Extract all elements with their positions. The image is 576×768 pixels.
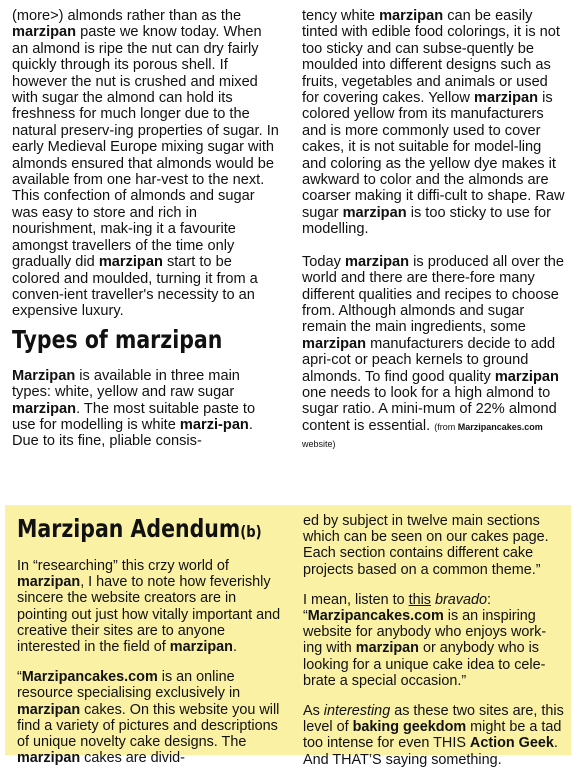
source-credit: (from Marzipancakes.com website) [302,421,543,450]
right-column [302,8,566,453]
addendum-title [17,514,262,546]
addendum-title-suffix: (b) [240,522,262,541]
today-paragraph [302,254,566,453]
today-text: Today marzipan is produced all over the world and there are there-fore many different qualities and recipes to choose from. Although almonds and sugar remain the main ingredients, some marzipan manufacturers decide to add apri-cot or peach kernels to ground almonds. To find good quality marzipan one needs to look for a high almond to sugar ratio. A mini-mum of 22% almond content is essential. [302,253,565,434]
addendum-box [5,505,571,768]
addendum-paragraph-1: In “researching” this crzy world of marzipan, I have to note how feverishly sincere the website creators are in pointing out just how vitally important and creative their sites are to anyone interested in the field of marzipan. [17,558,281,656]
addendum-paragraph-bravado: I mean, listen to this bravado: “Marzipancakes.com is an inspiring website for anybody who enjoys work-ing with marzipan or anybody who is looking for a unique cake idea to cele-brate a special occasion.” [303,591,547,689]
intro-paragraph: (more>) almonds rather than as the marzipan paste we know today. When an almond is ripe the nut can dry fairly quickly through its porous shell. If however the nut is crushed and mixed with sugar the almond can hold its freshness for much longer due to the natural preserv-ing properties of sugar. In early Medieval Europe mixing sugar with almonds ensured that almonds would be available from one har-vest to the next. This confection of almonds and sugar was easy to store and rich in nourishment, mak-ing it a favourite amongst travellers of the time only gradually did marzipan start to be colored and moulded, turning it from a conven-ient traveller's necessity to an expensive luxury. [12,8,279,320]
tinting-paragraph: tency white marzipan can be easily tinted with edible food colorings, it is not too sticky and can subse-quently be moulded into different designs such as fruits, vegetables and animals or used for covering cakes. Yellow marzipan is colored yellow from its manufacturers and is more commonly used to cover cakes, it is not suitable for model-ling and coloring as the yellow dye makes it awkward to color and the almonds are coarser making it diffi-cult to shape. Raw sugar marzipan is too sticky to use for modelling. [302,8,565,238]
section-heading: Types of marzipan [12,324,223,354]
addendum-right-column [303,513,565,768]
addendum-quote-1: “Marzipancakes.com is an online resource specialising exclusively in marzipan cakes. On this website you will find a variety of pictures and descriptions of unique novelty cake designs. The marzipan cakes are divid- [17,669,280,767]
addendum-title-text: Marzipan Adendum [17,514,241,543]
addendum-closing-paragraph: As interesting as these two sites are, this level of baking geekdom might be a tad too intense for even THIS Action Geek. And THAT’S saying something. [303,703,564,768]
addendum-left-column [17,513,285,766]
types-paragraph: Marzipan is available in three main types: white, yellow and raw sugar marzipan. The most suitable paste to use for modelling is white marzi-pan. Due to its fine, pliable consis- [12,367,256,450]
addendum-quote-1-continued: ed by subject in twelve main sections which can be seen on our cakes page. Each section contains different cake projects based on a common theme.” [303,513,549,578]
left-column [12,8,280,450]
